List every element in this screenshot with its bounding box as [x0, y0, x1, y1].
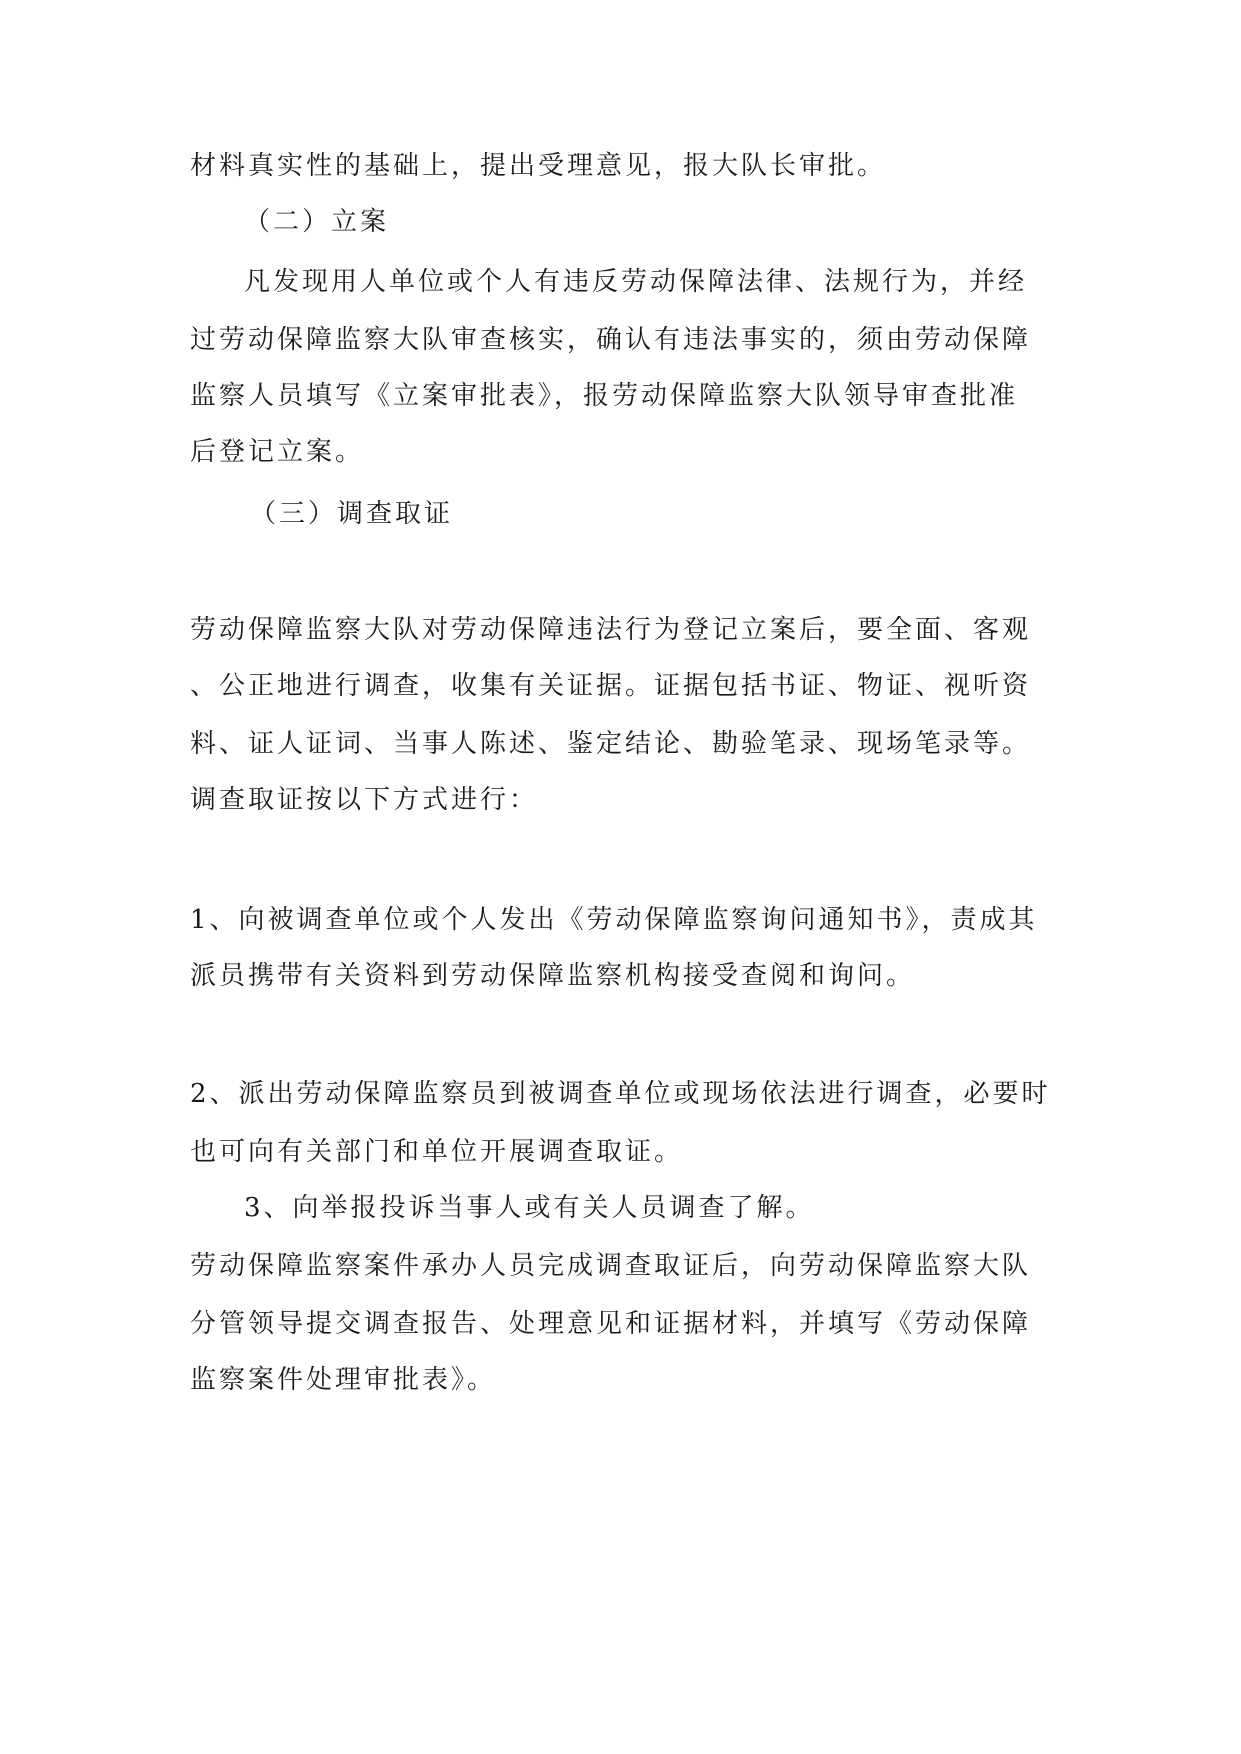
paragraph-line: 分管领导提交调查报告、处理意见和证据材料，并填写《劳动保障	[190, 1309, 1032, 1339]
paragraph-line: 劳动保障监察大队对劳动保障违法行为登记立案后，要全面、客观	[190, 615, 1032, 645]
paragraph-line: 劳动保障监察案件承办人员完成调查取证后，向劳动保障监察大队	[190, 1251, 1032, 1281]
paragraph-line: 后登记立案。	[190, 437, 365, 467]
section-heading-investigation: （三）调查取证	[250, 499, 454, 529]
paragraph-line: 监察案件处理审批表》。	[190, 1365, 497, 1395]
list-item-2: 2、派出劳动保障监察员到被调查单位或现场依法进行调查，必要时	[190, 1079, 1051, 1109]
paragraph-line: 料、证人证词、当事人陈述、鉴定结论、勘验笔录、现场笔录等。	[190, 729, 1032, 759]
paragraph-line: 调查取证按以下方式进行：	[190, 785, 539, 815]
paragraph-line: 监察人员填写《立案审批表》，报劳动保障监察大队领导审查批准	[190, 381, 1019, 411]
paragraph-line: 材料真实性的基础上，提出受理意见，报大队长审批。	[190, 151, 887, 181]
paragraph-line: 、公正地进行调查，收集有关证据。证据包括书证、物证、视听资	[190, 671, 1032, 701]
paragraph-line: 过劳动保障监察大队审查核实，确认有违法事实的，须由劳动保障	[190, 325, 1032, 355]
list-item-3: 3、向举报投诉当事人或有关人员调查了解。	[244, 1193, 815, 1223]
list-item-1-continuation: 派员携带有关资料到劳动保障监察机构接受查阅和询问。	[190, 961, 916, 991]
section-heading-filing: （二）立案	[244, 207, 390, 237]
paragraph-line: 凡发现用人单位或个人有违反劳动保障法律、法规行为，并经	[244, 267, 1028, 297]
list-item-1: 1、向被调查单位或个人发出《劳动保障监察询问通知书》，责成其	[190, 905, 1038, 935]
list-item-2-continuation: 也可向有关部门和单位开展调查取证。	[190, 1137, 684, 1167]
